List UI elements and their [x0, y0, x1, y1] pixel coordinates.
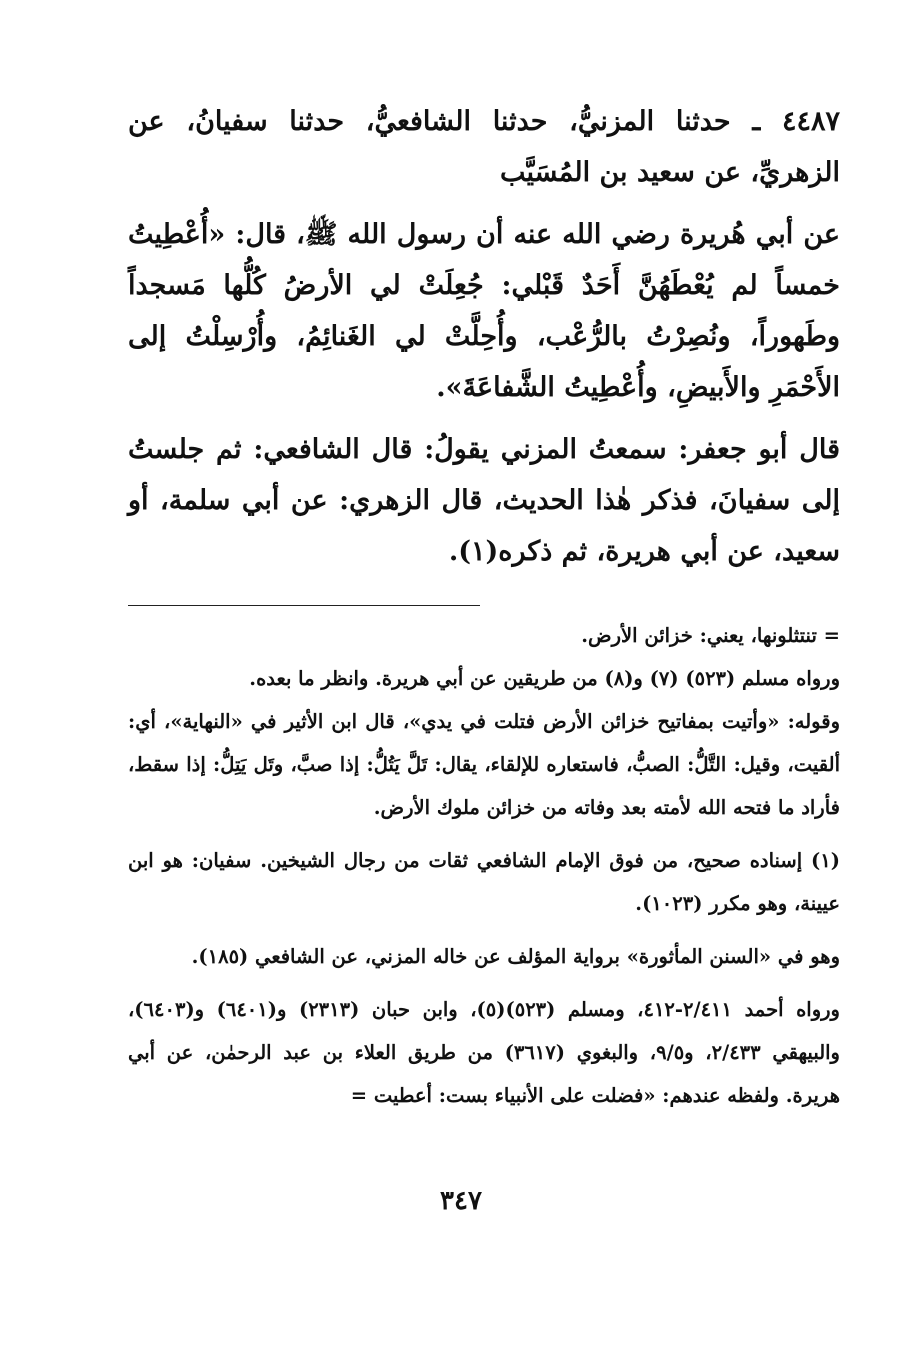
footnote-1: (١) إسناده صحيح، من فوق الإمام الشافعي ثقات من رجال الشيخين. سفيان: هو ابن عيينة، وهو مكرر (١٠٢٣).	[128, 849, 840, 915]
footnote-continuation: = تنتثلونها، يعني: خزائن الأرض.	[581, 624, 840, 647]
footnote-line: ورواه مسلم (٥٢٣) (٧) و(٨) من طريقين عن أبي هريرة. وانظر ما بعده.	[249, 667, 840, 690]
footnotes	[128, 614, 840, 1117]
hadith-header: ٤٤٨٧ ـ حدثنا المزنيُّ، حدثنا الشافعيُّ، حدثنا سفيانُ، عن الزهريِّ، عن سعيد بن المُسَيَّب	[128, 106, 840, 188]
footnote-line: وقوله: «وأتيت بمفاتيح خزائن الأرض فتلت في يدي»، قال ابن الأثير في «النهاية»، أي: ألقيت، وقيل: التَّلُّ: الصبُّ، فاستعاره للإلقاء، يقال: تَلَّ يَتُلُّ: إذا صبَّ، وتَل يَتِلُّ: إذا سقط، فأراد ما فتحه الله لأمته بعد وفاته من خزائن ملوك الأرض.	[128, 710, 840, 819]
footnote-line: وهو في «السنن المأثورة» برواية المؤلف عن خاله المزني، عن الشافعي (١٨٥).	[191, 945, 840, 968]
page-content	[128, 96, 840, 1117]
hadith-text: عن أبي هُريرة رضي الله عنه أن رسول الله ﷺ، قال: «أُعْطِيتُ خمساً لم يُعْطَهُنَّ أَحَدٌ قَبْلي: جُعِلَتْ لي الأرضُ كُلُّها مَسجداً وطَهوراً، ونُصِرْتُ بالرُّعْب، وأُحِلَّتْ لي الغَنائِمُ، وأُرْسِلْتُ إلى الأَحْمَرِ والأَبيضِ، وأُعْطِيتُ الشَّفاعَةَ».	[128, 219, 840, 403]
footnote-divider	[128, 605, 480, 606]
narration-text: قال أبو جعفر: سمعتُ المزني يقولُ: قال الشافعي: ثم جلستُ إلى سفيانَ، فذكر هٰذا الحديث، قال الزهري: عن أبي سلمة، أو سعيد، عن أبي هريرة، ثم ذكره(١).	[128, 434, 840, 567]
footnote-line: ورواه أحمد ٢/٤١١-٤١٢، ومسلم (٥٢٣)(٥)، وابن حبان (٢٣١٣) و(٦٤٠١) و(٦٤٠٣)، والبيهقي ٢/٤٣٣، و٩/٥، والبغوي (٣٦١٧) من طريق العلاء بن عبد الرحمٰن، عن أبي هريرة. ولفظه عندهم: «فضلت على الأنبياء بست: أعطيت =	[128, 998, 840, 1107]
page-number: ٣٤٧	[440, 1186, 482, 1216]
main-text	[128, 96, 840, 577]
